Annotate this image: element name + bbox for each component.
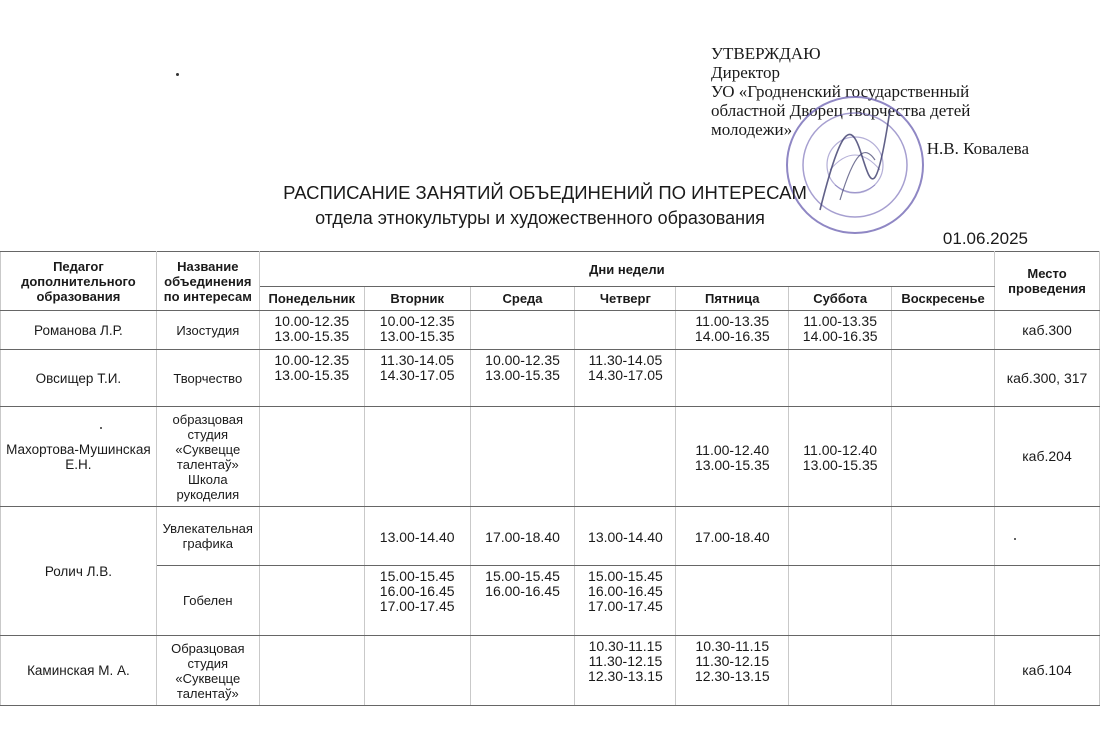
- time-slot: 10.00-12.35: [274, 313, 350, 329]
- association-cell: [156, 507, 259, 566]
- time-slot: 10.00-12.35: [485, 352, 560, 368]
- time-slot: 11.30-14.05: [588, 352, 663, 368]
- approval-org-line1: УО «Гродненский государственный: [711, 82, 970, 101]
- time-cell: [259, 350, 364, 407]
- approval-org-line3: молодежи»: [711, 120, 793, 139]
- place-cell: каб.104: [995, 636, 1100, 706]
- association-name-line: Образцовая: [171, 640, 245, 656]
- time-cell: [575, 311, 676, 350]
- association-name-line: «Суквецце: [175, 441, 241, 457]
- header-day-thu: Четверг: [575, 287, 676, 311]
- association-name-line: студия: [187, 655, 229, 671]
- time-cell: [892, 636, 995, 706]
- time-cell: [575, 566, 676, 636]
- teacher-cell: Махортова-Мушинская Е.Н.: [1, 407, 157, 507]
- time-slot: 11.00-12.40: [695, 442, 770, 458]
- association-cell: [156, 311, 259, 350]
- time-cell: [676, 636, 789, 706]
- time-slot: 14.00-16.35: [802, 328, 878, 344]
- time-slot: 13.00-14.40: [379, 529, 455, 545]
- time-cell: [470, 566, 575, 636]
- table-row: [1, 350, 1100, 407]
- association-name-line: Школа: [188, 471, 228, 487]
- association-cell: [156, 350, 259, 407]
- place-cell: [995, 507, 1100, 566]
- time-slot: 14.00-16.35: [694, 328, 770, 344]
- time-cell: [259, 507, 364, 566]
- time-cell: [575, 507, 676, 566]
- time-slot: 11.00-13.35: [803, 313, 877, 329]
- table-row: [1, 636, 1100, 706]
- association-name-line: студия: [187, 426, 229, 442]
- approval-org-line2: областной Дворец творчества детей: [711, 101, 971, 120]
- header-day-wed: Среда: [470, 287, 575, 311]
- time-cell: [364, 311, 470, 350]
- header-day-fri: Пятница: [676, 287, 789, 311]
- time-slot: 14.30-17.05: [379, 367, 455, 383]
- time-slot: 15.00-15.45: [588, 568, 663, 584]
- time-cell: [789, 636, 892, 706]
- header-day-tue: Вторник: [364, 287, 470, 311]
- table-row: [1, 507, 1100, 566]
- teacher-cell: Романова Л.Р.: [1, 311, 157, 350]
- header-day-sun: Воскресенье: [892, 287, 995, 311]
- time-cell: [259, 566, 364, 636]
- time-cell: [575, 636, 676, 706]
- approval-signatory: Н.В. Ковалева: [926, 139, 1029, 158]
- time-slot: 15.00-15.45: [485, 568, 560, 584]
- time-cell: [470, 350, 575, 407]
- time-cell: [259, 636, 364, 706]
- table-row: [1, 407, 1100, 507]
- time-cell: [676, 507, 789, 566]
- place-cell: [995, 566, 1100, 636]
- time-slot: 13.00-15.35: [694, 457, 770, 473]
- time-slot: 13.00-14.40: [588, 529, 663, 545]
- time-slot: 10.00-12.35: [274, 352, 350, 368]
- time-slot: 16.00-16.45: [588, 583, 663, 599]
- time-cell: [789, 566, 892, 636]
- time-slot: 13.00-15.35: [274, 328, 350, 344]
- time-slot: 11.00-13.35: [695, 313, 770, 329]
- time-slot: 17.00-18.40: [485, 529, 560, 545]
- time-cell: [259, 311, 364, 350]
- time-slot: 12.30-13.15: [694, 668, 770, 684]
- association-name-line: Изостудия: [176, 322, 240, 338]
- time-slot: 13.00-15.35: [802, 457, 878, 473]
- time-slot: 13.00-15.35: [379, 328, 455, 344]
- time-slot: 13.00-15.35: [485, 367, 560, 383]
- time-slot: 10.30-11.15: [695, 638, 770, 654]
- time-slot: 14.30-17.05: [588, 367, 663, 383]
- time-cell: [789, 350, 892, 407]
- place-cell: каб.300: [995, 311, 1100, 350]
- place-cell: каб.300, 317: [995, 350, 1100, 407]
- association-name-line: Творчество: [173, 370, 243, 386]
- time-cell: [364, 566, 470, 636]
- time-cell: [892, 566, 995, 636]
- time-cell: [364, 350, 470, 407]
- association-name-line: Гобелен: [183, 593, 233, 608]
- association-name-line: образцовая: [172, 411, 244, 427]
- time-cell: [676, 311, 789, 350]
- time-slot: 11.30-12.15: [588, 653, 663, 669]
- time-slot: 17.00-17.45: [588, 598, 663, 614]
- association-cell: [156, 566, 259, 636]
- approval-heading: УТВЕРЖДАЮ: [711, 44, 821, 63]
- time-cell: [892, 507, 995, 566]
- time-cell: [789, 507, 892, 566]
- header-teacher: Педагог дополнительного образования: [1, 252, 157, 311]
- time-slot: 15.00-15.45: [379, 568, 455, 584]
- time-cell: [892, 311, 995, 350]
- association-cell: [156, 407, 259, 507]
- association-name-line: графика: [182, 536, 233, 551]
- schedule-date: 01.06.2025: [942, 229, 1028, 248]
- time-slot: 16.00-16.45: [485, 583, 560, 599]
- association-cell: [156, 636, 259, 706]
- teacher-cell: Овсищер Т.И.: [1, 350, 157, 407]
- association-name-line: «Суквецце: [175, 670, 241, 686]
- schedule-title: РАСПИСАНИЕ ЗАНЯТИЙ ОБЪЕДИНЕНИЙ ПО ИНТЕРЕСАМ: [283, 182, 807, 203]
- scan-speck: [176, 73, 179, 76]
- time-cell: [676, 566, 789, 636]
- approval-position: Директор: [711, 63, 780, 82]
- time-slot: 17.00-18.40: [694, 529, 770, 545]
- place-cell: каб.204: [995, 407, 1100, 507]
- time-cell: [892, 407, 995, 507]
- time-slot: 10.30-11.15: [588, 638, 663, 654]
- time-cell: [364, 407, 470, 507]
- time-cell: [470, 311, 575, 350]
- time-slot: 13.00-15.35: [274, 367, 350, 383]
- teacher-cell: Ролич Л.В.: [1, 507, 157, 636]
- header-day-sat: Суббота: [789, 287, 892, 311]
- schedule-subtitle: отдела этнокультуры и художественного образования: [315, 208, 765, 228]
- association-name-line: талентаў»: [176, 685, 239, 701]
- header-place: Место проведения: [995, 252, 1100, 311]
- time-cell: [259, 407, 364, 507]
- table-row: [1, 311, 1100, 350]
- time-cell: [364, 507, 470, 566]
- time-cell: [470, 507, 575, 566]
- time-cell: [364, 636, 470, 706]
- association-name-line: талентаў»: [176, 456, 239, 472]
- time-slot: 11.30-14.05: [380, 352, 454, 368]
- time-cell: [676, 350, 789, 407]
- association-name-line: Увлекательная: [162, 521, 253, 536]
- schedule-table: [0, 251, 1100, 706]
- time-slot: 11.00-12.40: [803, 442, 877, 458]
- teacher-cell: Каминская М. А.: [1, 636, 157, 706]
- association-name-line: рукоделия: [176, 486, 240, 502]
- time-cell: [575, 407, 676, 507]
- time-cell: [892, 350, 995, 407]
- time-cell: [575, 350, 676, 407]
- table-row: [1, 566, 1100, 636]
- time-slot: 16.00-16.45: [379, 583, 455, 599]
- time-slot: 11.30-12.15: [695, 653, 770, 669]
- header-association: Название объединения по интересам: [156, 252, 259, 311]
- time-cell: [789, 311, 892, 350]
- time-cell: [676, 407, 789, 507]
- time-slot: 10.00-12.35: [379, 313, 455, 329]
- time-cell: [470, 636, 575, 706]
- time-slot: 12.30-13.15: [588, 668, 663, 684]
- header-day-mon: Понедельник: [259, 287, 364, 311]
- time-cell: [470, 407, 575, 507]
- header-days-group: Дни недели: [259, 252, 994, 287]
- time-slot: 17.00-17.45: [379, 598, 455, 614]
- time-cell: [789, 407, 892, 507]
